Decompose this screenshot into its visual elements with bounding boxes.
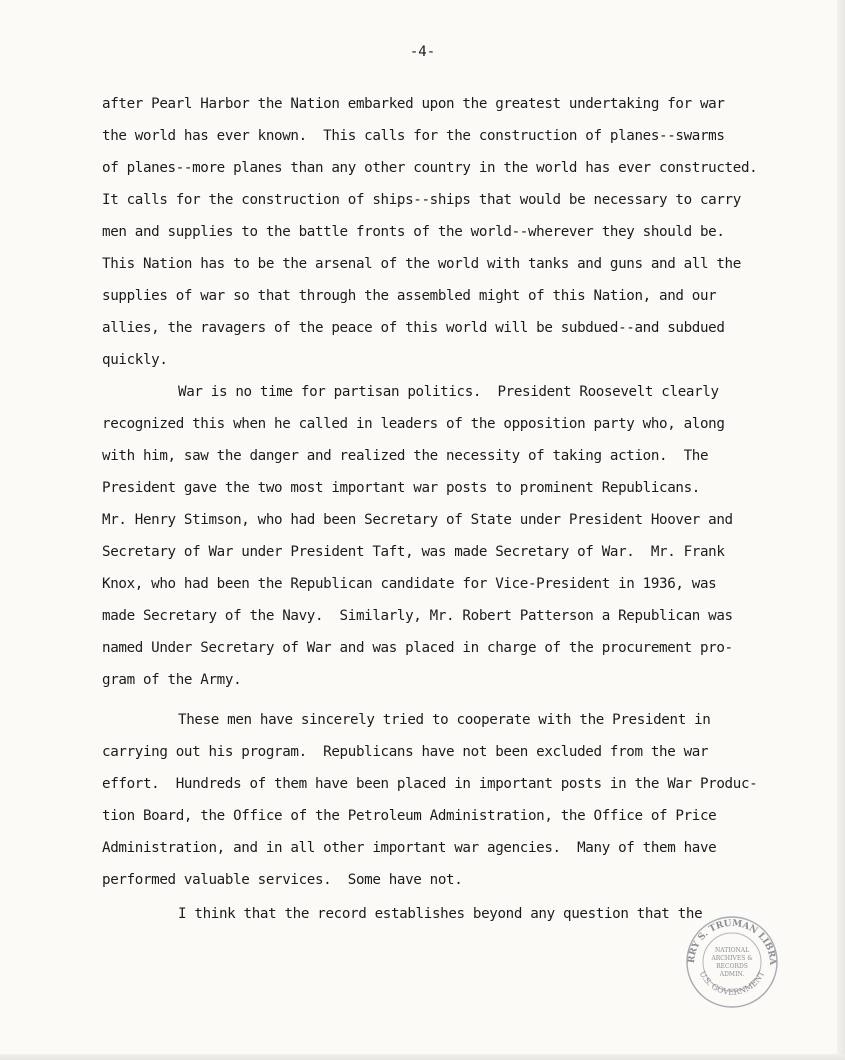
stamp-center-line-4: ADMIN. xyxy=(719,971,745,978)
page-edge-shadow xyxy=(837,0,845,1060)
paragraph-3-line-1: These men have sincerely tried to cooperate with the President in xyxy=(178,712,711,728)
paragraph-3-line-3: effort. Hundreds of them have been placed in important posts in the War Produc- xyxy=(102,776,758,792)
paragraph-1-line-1: after Pearl Harbor the Nation embarked upon the greatest undertaking for war xyxy=(102,96,725,112)
paragraph-3-line-4: tion Board, the Office of the Petroleum Administration, the Office of Price xyxy=(102,808,717,824)
stamp-center-line-2: ARCHIVES & xyxy=(711,955,753,962)
page-number: -4- xyxy=(409,44,436,60)
paragraph-3-line-6: performed valuable services. Some have not. xyxy=(102,872,463,888)
paragraph-1-line-5: men and supplies to the battle fronts of the world--wherever they should be. xyxy=(102,224,725,240)
paragraph-2-line-10: gram of the Army. xyxy=(102,672,242,688)
paragraph-2-line-9: named Under Secretary of War and was placed in charge of the procurement pro- xyxy=(102,640,733,656)
paragraph-2-line-4: President gave the two most important war posts to prominent Republicans. xyxy=(102,480,700,496)
paragraph-2-line-5: Mr. Henry Stimson, who had been Secretary of State under President Hoover and xyxy=(102,512,733,528)
paragraph-2-line-6: Secretary of War under President Taft, was made Secretary of War. Mr. Frank xyxy=(102,544,725,560)
paragraph-1-line-8: allies, the ravagers of the peace of this world will be subdued--and subdued xyxy=(102,320,725,336)
paragraph-2-line-7: Knox, who had been the Republican candidate for Vice-President in 1936, was xyxy=(102,576,717,592)
paragraph-4-line-1: I think that the record establishes beyond any question that the xyxy=(178,906,703,922)
stamp-center-line-3: RECORDS xyxy=(716,963,748,970)
paragraph-1-line-6: This Nation has to be the arsenal of the world with tanks and guns and all the xyxy=(102,256,741,272)
paragraph-2-line-8: made Secretary of the Navy. Similarly, Mr. Robert Patterson a Republican was xyxy=(102,608,733,624)
stamp-bottom-text: U.S. GOVERNMENT xyxy=(697,969,767,997)
paragraph-1-line-4: It calls for the construction of ships--ships that would be necessary to carry xyxy=(102,192,741,208)
paragraph-1-line-9: quickly. xyxy=(102,352,168,368)
paragraph-2-line-2: recognized this when he called in leaders of the opposition party who, along xyxy=(102,416,725,432)
stamp-center-line-1: NATIONAL xyxy=(714,947,750,954)
paragraph-3-line-2: carrying out his program. Republicans have not been excluded from the war xyxy=(102,744,709,760)
paragraph-1-line-3: of planes--more planes than any other country in the world has ever constructed. xyxy=(102,160,758,176)
paragraph-3-line-5: Administration, and in all other important war agencies. Many of them have xyxy=(102,840,717,856)
paragraph-2-line-1: War is no time for partisan politics. President Roosevelt clearly xyxy=(178,384,719,400)
page-bottom-edge xyxy=(0,1054,845,1060)
archive-stamp-seal xyxy=(684,914,780,1010)
paragraph-1-line-2: the world has ever known. This calls for the construction of planes--swarms xyxy=(102,128,725,144)
archive-stamp xyxy=(684,914,780,1010)
paragraph-2-line-3: with him, saw the danger and realized the necessity of taking action. The xyxy=(102,448,709,464)
paragraph-1-line-7: supplies of war so that through the assembled might of this Nation, and our xyxy=(102,288,717,304)
stamp-outer-text: RRY S. TRUMAN LIBRA xyxy=(686,918,778,966)
